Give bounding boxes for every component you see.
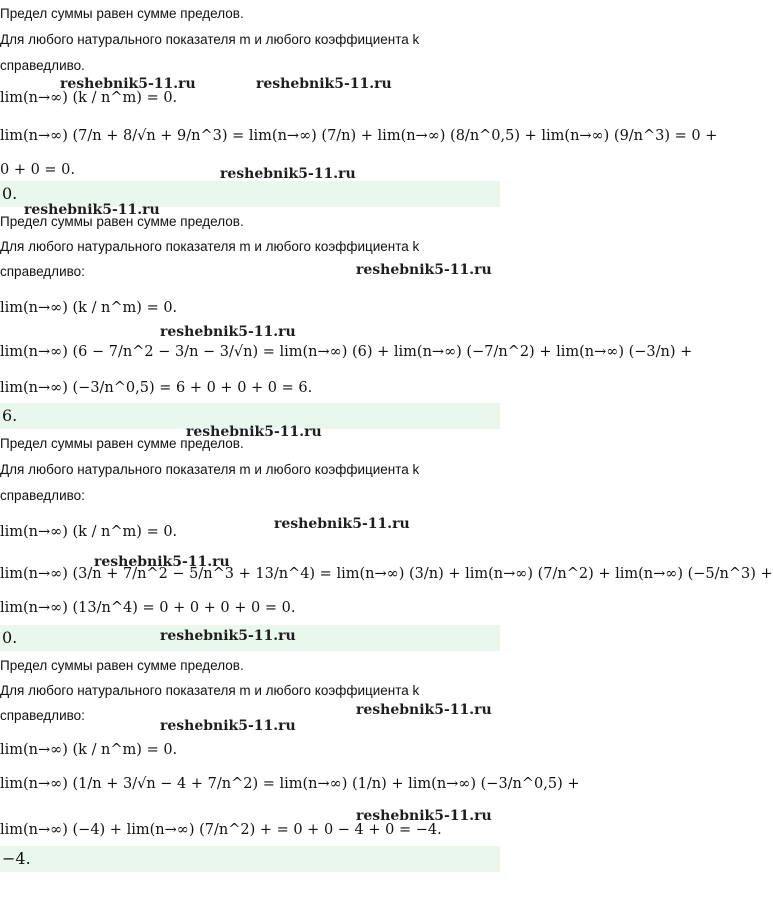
rule-text: Для любого натурального показателя m и любого коэффициента k	[0, 239, 420, 254]
rule-continuation: справедливо:	[0, 264, 85, 279]
limit-expansion: lim(n→∞) (1/n + 3/√n − 4 + 7/n^2) = lim(n→∞) (1/n) + lim(n→∞) (−3/n^0,5) +	[0, 776, 580, 792]
limit-expansion-continued: 0 + 0 = 0.	[0, 162, 76, 178]
rule-continuation: справедливо.	[0, 58, 85, 73]
rule-continuation: справедливо:	[0, 708, 85, 723]
limit-expansion: lim(n→∞) (6 − 7/n^2 − 3/n − 3/√n) = lim(n→∞) (6) + lim(n→∞) (−7/n^2) + lim(n→∞) (−3/n) +	[0, 344, 693, 360]
limit-rule-formula: lim(n→∞) (k / n^m) = 0.	[0, 300, 178, 316]
watermark: reshebnik5-11.ru	[160, 324, 296, 340]
rule-text: Для любого натурального показателя m и любого коэффициента k	[0, 683, 420, 698]
rule-text: Для любого натурального показателя m и любого коэффициента k	[0, 32, 420, 47]
watermark: reshebnik5-11.ru	[186, 424, 322, 440]
watermark: reshebnik5-11.ru	[220, 166, 356, 182]
watermark: reshebnik5-11.ru	[356, 808, 492, 824]
limit-expansion: lim(n→∞) (3/n + 7/n^2 − 5/n^3 + 13/n^4) = lim(n→∞) (3/n) + lim(n→∞) (7/n^2) + lim(n→∞) (−5/n^3) +	[0, 566, 773, 582]
watermark: reshebnik5-11.ru	[94, 554, 230, 570]
limit-rule-formula: lim(n→∞) (k / n^m) = 0.	[0, 524, 178, 540]
watermark: reshebnik5-11.ru	[160, 628, 296, 644]
limit-rule-formula: lim(n→∞) (k / n^m) = 0.	[0, 90, 178, 106]
rule-text: Для любого натурального показателя m и любого коэффициента k	[0, 462, 420, 477]
watermark: reshebnik5-11.ru	[60, 76, 196, 92]
answer-box: −4.	[0, 846, 500, 872]
watermark: reshebnik5-11.ru	[356, 262, 492, 278]
watermark: reshebnik5-11.ru	[356, 702, 492, 718]
watermark: reshebnik5-11.ru	[274, 516, 410, 532]
answer-box: 0.	[0, 625, 500, 651]
answer-box: 6.	[0, 403, 500, 429]
watermark: reshebnik5-11.ru	[160, 718, 296, 734]
intro-text: Предел суммы равен сумме пределов.	[0, 214, 244, 229]
limit-expansion-continued: lim(n→∞) (13/n^4) = 0 + 0 + 0 + 0 = 0.	[0, 600, 296, 616]
rule-continuation: справедливо:	[0, 488, 85, 503]
limit-expansion-continued: lim(n→∞) (−3/n^0,5) = 6 + 0 + 0 + 0 = 6.	[0, 380, 313, 396]
intro-text: Предел суммы равен сумме пределов.	[0, 436, 244, 451]
limit-expansion: lim(n→∞) (7/n + 8/√n + 9/n^3) = lim(n→∞) (7/n) + lim(n→∞) (8/n^0,5) + lim(n→∞) (9/n^3) = 0 +	[0, 128, 718, 144]
intro-text: Предел суммы равен сумме пределов.	[0, 6, 244, 21]
intro-text: Предел суммы равен сумме пределов.	[0, 658, 244, 673]
answer-box: 0.	[0, 181, 500, 207]
limit-expansion-continued: lim(n→∞) (−4) + lim(n→∞) (7/n^2) + = 0 + 0 − 4 + 0 = −4.	[0, 822, 442, 838]
watermark: reshebnik5-11.ru	[256, 76, 392, 92]
watermark: reshebnik5-11.ru	[24, 202, 160, 218]
limit-rule-formula: lim(n→∞) (k / n^m) = 0.	[0, 742, 178, 758]
